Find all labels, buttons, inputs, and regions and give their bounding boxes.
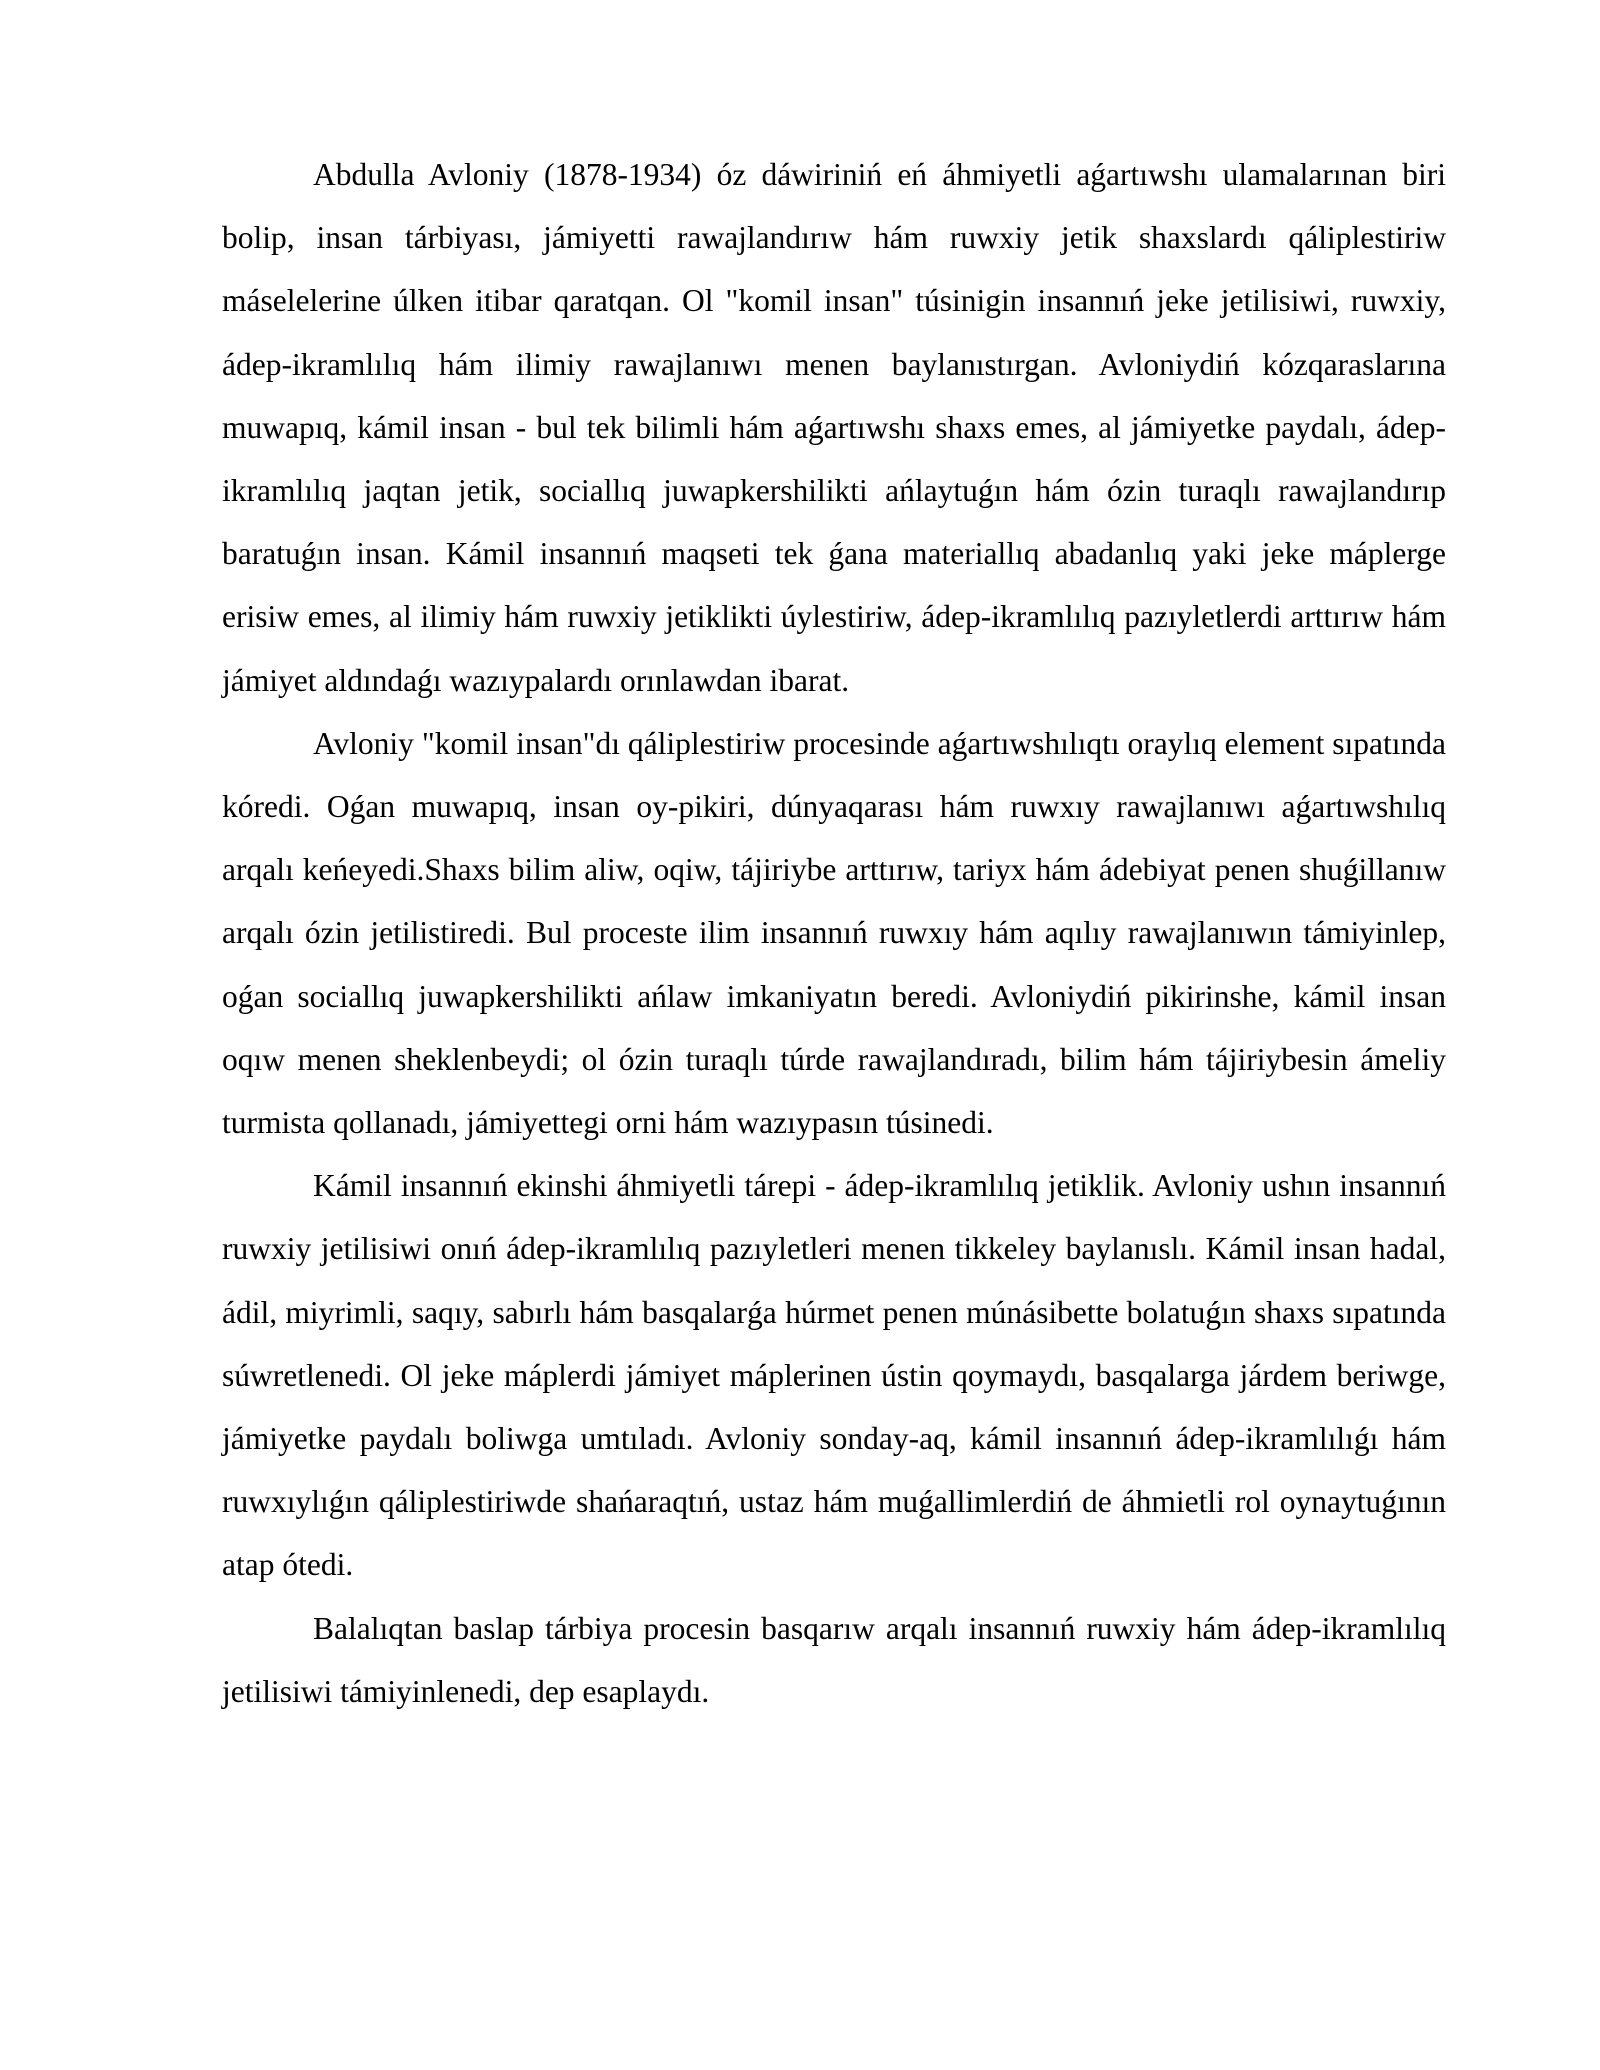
paragraph-3: Kámil insannıń ekinshi áhmiyetli tárepi - ádep-ikramlılıq jetiklik. Avloniy ushın insannıń ruwxiy jetilisiwi onıń ádep-ikramlılıq pazıyletleri menen tikkeley baylanıslı. Kámil insan hadal, ádil, miyrimli, saqıy, sabırlı hám basqalarǵa húrmet penen múnásibette bolatuǵın shaxs sıpatında súwretlenedi. Ol jeke máplerdi jámiyet máplerinen ústin qoymaydı, basqalarga járdem beriwge, jámiyetke paydalı boliwga umtıladı. Avloniy sonday-aq, kámil insannıń ádep-ikramlılıǵı hám ruwxıylıǵın qáliplestiriwde shańaraqtıń, ustaz hám muǵallimlerdiń de áhmietli rol oynaytuǵının atap ótedi.: [222, 1168, 1446, 1583]
paragraph-1: Abdulla Avloniy (1878-1934) óz dáwiriniń eń áhmiyetli aǵartıwshı ulamalarınan biri bolip, insan tárbiyası, jámiyetti rawajlandırıw hám ruwxiy jetik shaxslardı qáliplestiriw máselelerine úlken itibar qaratqan. Ol "komil insan" túsinigin insannıń jeke jetilisiwi, ruwxiy, ádep-ikramlılıq hám ilimiy rawajlanıwı menen baylanıstırgan. Avloniydiń kózqaraslarına muwapıq, kámil insan - bul tek bilimli hám aǵartıwshı shaxs emes, al jámiyetke paydalı, ádep-ikramlılıq jaqtan jetik, sociallıq juwapkershilikti ańlaytuǵın hám ózin turaqlı rawajlandırıp baratuǵın insan. Kámil insannıń maqseti tek ǵana materiallıq abadanlıq yaki jeke máplerge erisiw emes, al ilimiy hám ruwxiy jetiklikti úylestiriw, ádep-ikramlılıq pazıyletlerdi arttırıw hám jámiyet aldındaǵı wazıypalardı orınlawdan ibarat.: [222, 157, 1446, 698]
paragraph-4: Balalıqtan baslap tárbiya procesin basqarıw arqalı insannıń ruwxiy hám ádep-ikramlılıq jetilisiwi támiyinlenedi, dep esaplaydı.: [222, 1610, 1446, 1709]
document-body: [222, 143, 1446, 1723]
paragraph-2: Avloniy "komil insan"dı qáliplestiriw procesinde aǵartıwshılıqtı oraylıq element sıpatında kóredi. Oǵan muwapıq, insan oy-pikiri, dúnyaqarası hám ruwxıy rawajlanıwı aǵartıwshılıq arqalı keńeyedi.Shaxs bilim aliw, oqiw, tájiriybe arttırıw, tariyx hám ádebiyat penen shuǵillanıw arqalı ózin jetilistiredi. Bul proceste ilim insannıń ruwxıy hám aqılıy rawajlanıwın támiyinlep, oǵan sociallıq juwapkershilikti ańlaw imkaniyatın beredi. Avloniydiń pikirinshe, kámil insan oqıw menen sheklenbeydi; ol ózin turaqlı túrde rawajlandıradı, bilim hám tájiriybesin ámeliy turmista qollanadı, jámiyettegi orni hám wazıypasın túsinedi.: [222, 725, 1446, 1141]
